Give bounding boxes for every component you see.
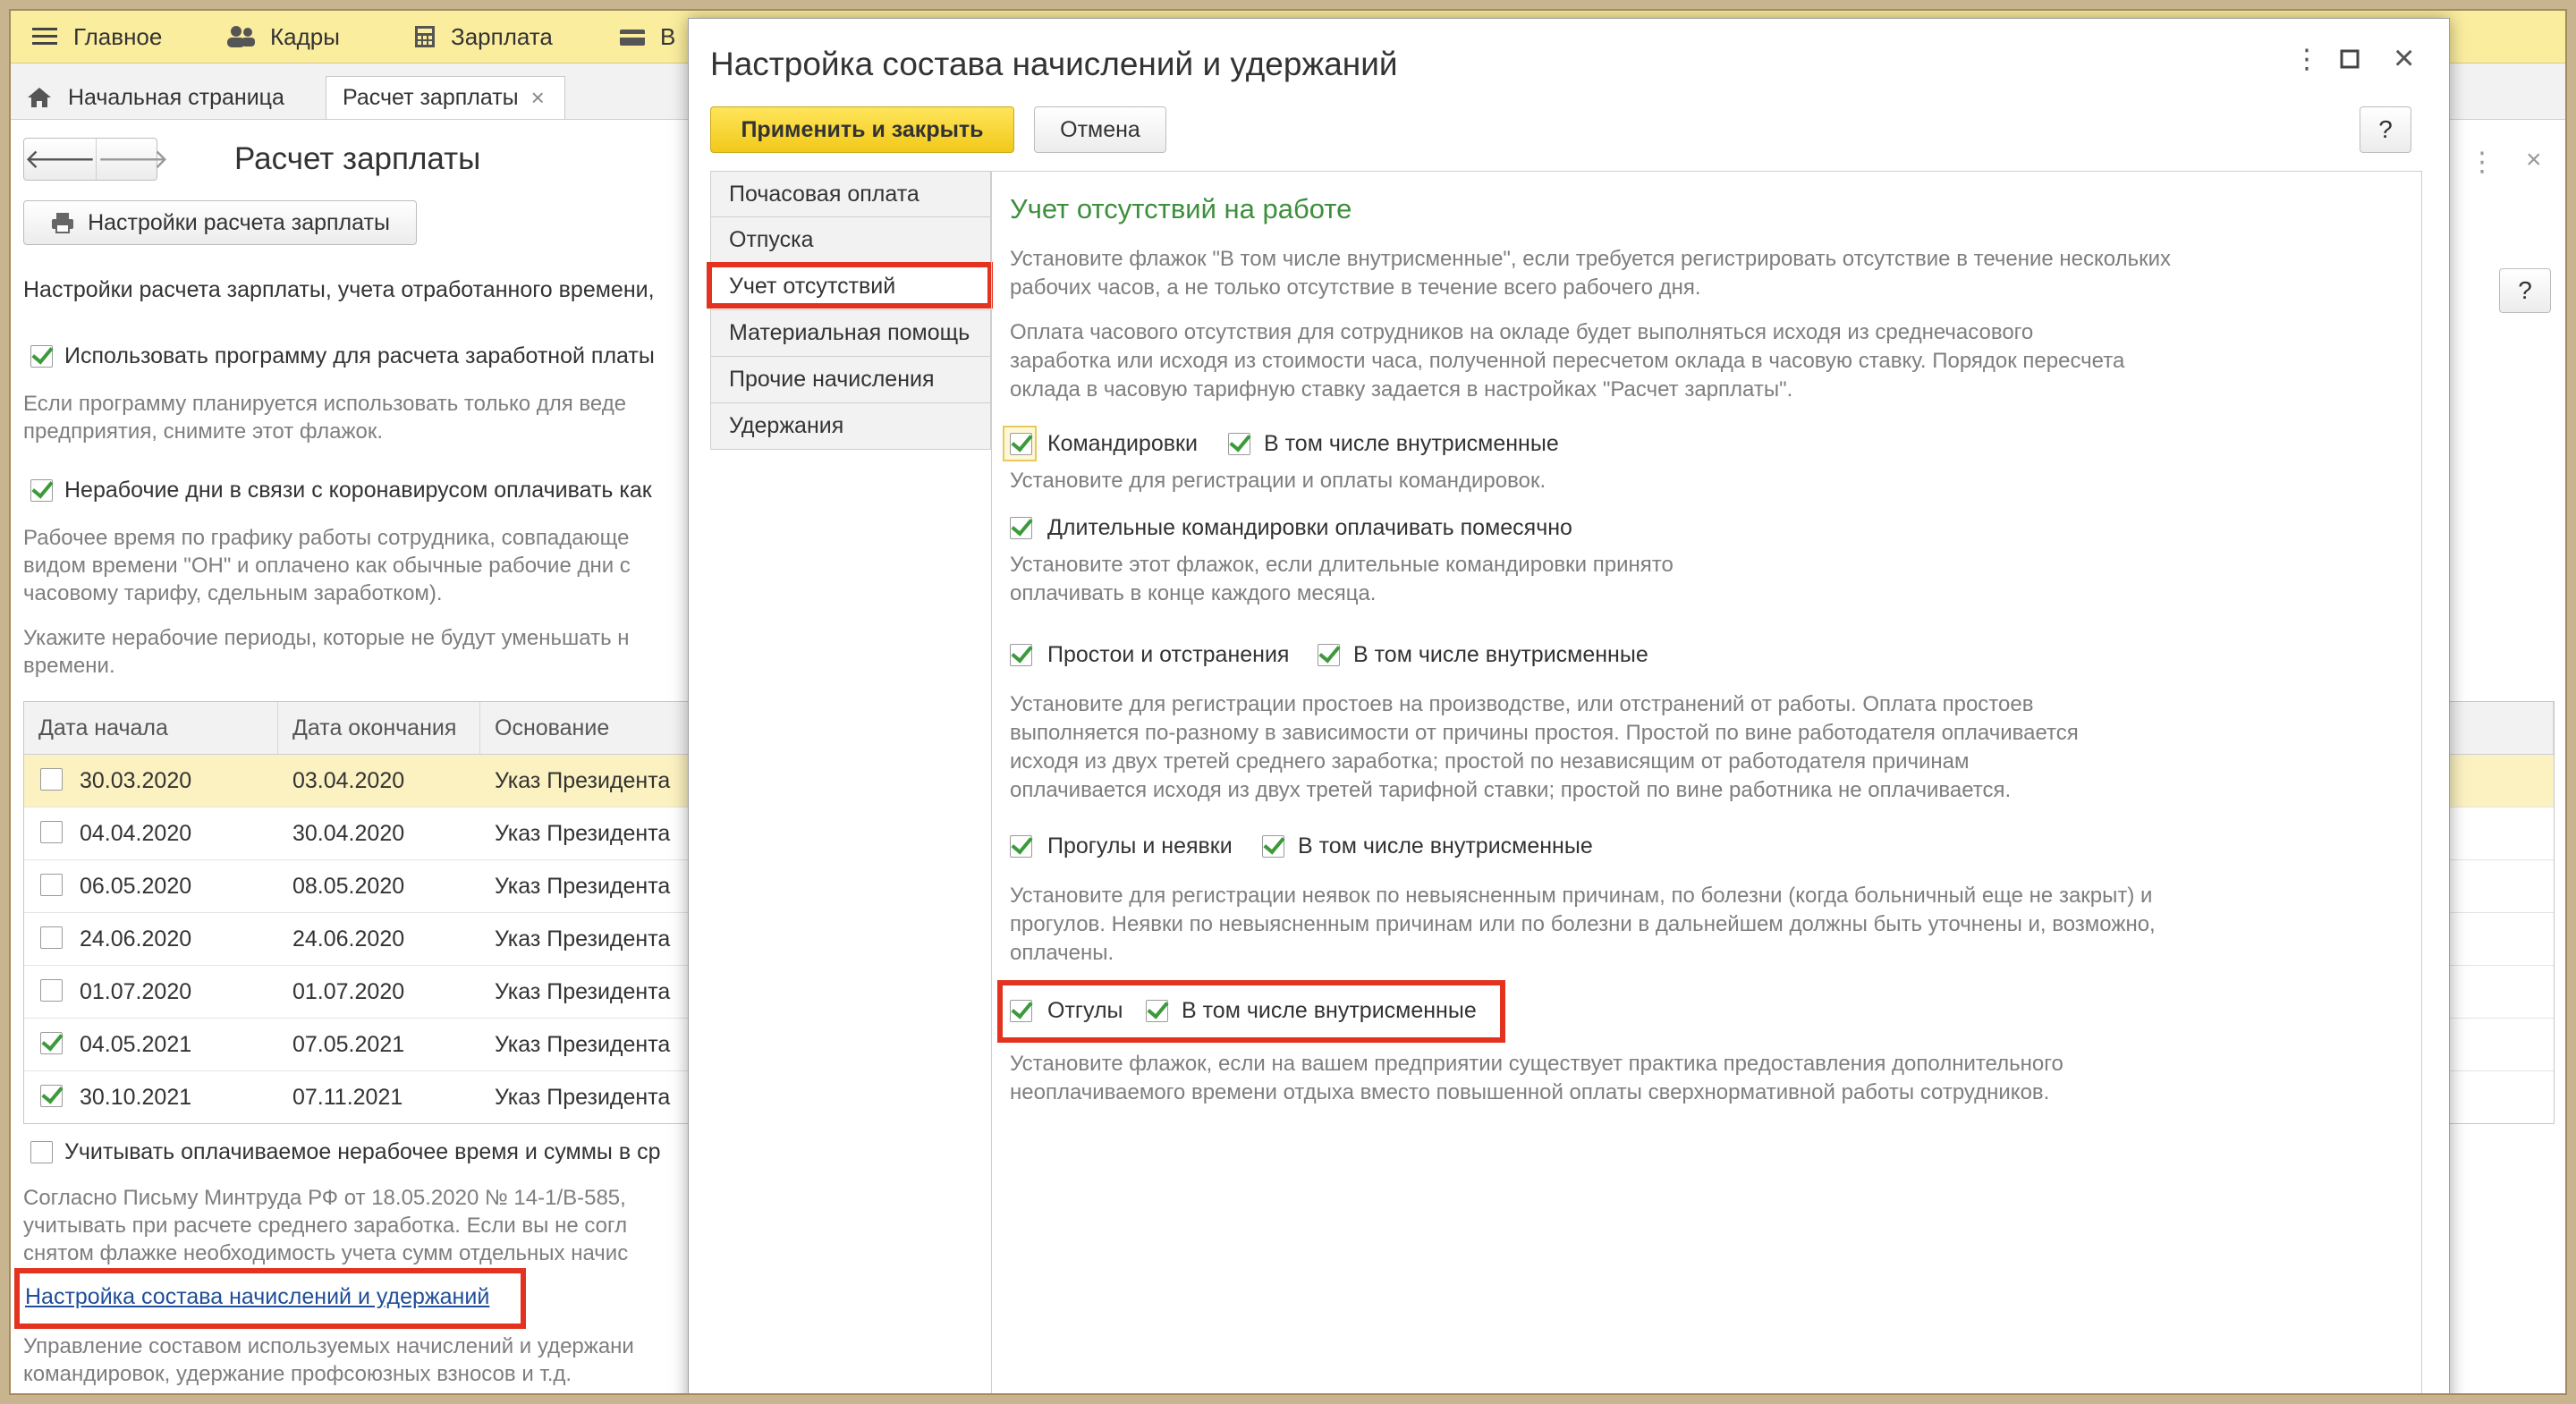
row-basis: Указ Президента (495, 926, 671, 952)
settings-nav (710, 171, 991, 450)
row-checkbox[interactable] (40, 979, 63, 1002)
intro-hint-1: Установите флажок "В том числе внутрисменные", если требуется регистрировать отсутствие в течение нескольких (1010, 247, 2172, 271)
printer-icon (50, 211, 75, 234)
covid-checkbox[interactable] (30, 479, 53, 502)
section-main-label: Главное (73, 22, 163, 50)
long-trips-label: Длительные командировки оплачивать помесячно (1047, 515, 1572, 540)
long-trips-hint-1: Установите этот флажок, если длительные командировки принято (1010, 553, 1674, 577)
tab-salary-calc-label: Расчет зарплаты (343, 85, 519, 110)
paid-time-label: Учитывать оплачиваемое нерабочее время и суммы в ср (64, 1139, 661, 1164)
tab-salary-calc[interactable] (326, 76, 565, 119)
absence-hint-2: прогулов. Неявки по невыясненным причинам или по болезни в дальнейшем должны быть уточнены и, возможно, (1010, 912, 2156, 936)
row-checkbox[interactable] (40, 1085, 63, 1107)
use-program-checkbox[interactable] (30, 345, 53, 368)
use-program-hint-2: предприятия, снимите этот флажок. (23, 419, 384, 444)
trips-hint: Установите для регистрации и оплаты командировок. (1010, 469, 1546, 493)
calculator-icon (413, 24, 436, 49)
nav-vacations[interactable]: Отпуска (710, 217, 991, 264)
section-more[interactable] (619, 11, 675, 63)
nav-hourly-pay[interactable]: Почасовая оплата (710, 171, 991, 217)
absence-intrashift-checkbox[interactable] (1262, 835, 1284, 858)
home-icon (27, 86, 52, 109)
row-basis: Указ Президента (495, 767, 671, 793)
timeoff-checkbox[interactable] (1010, 1000, 1032, 1022)
letter-hint-3: снятом флажке необходимость учета сумм отдельных начис (23, 1241, 629, 1265)
idle-intrashift-checkbox[interactable] (1318, 644, 1340, 666)
idle-hint-3: исходя из двух третей среднего заработка; простой по независящим от работодателя причинам (1010, 749, 1970, 774)
nav-financial-aid[interactable]: Материальная помощь (710, 310, 991, 357)
row-checkbox[interactable] (40, 768, 63, 791)
col-end-date[interactable]: Дата окончания (278, 702, 480, 754)
absence-hint-1: Установите для регистрации неявок по невыясненным причинам, по болезни (когда больничный еще не закрыт) и (1010, 884, 2153, 908)
cancel-button[interactable]: Отмена (1034, 106, 1166, 153)
covid-hint-1: Рабочее время по графику работы сотрудника, совпадающе (23, 526, 630, 550)
dialog-help-button[interactable]: ? (2360, 106, 2411, 153)
intro-hint-2: рабочих часов, а не только отсутствие в течение всего рабочего дня. (1010, 275, 1701, 300)
page-title: Расчет зарплаты (234, 141, 481, 176)
link-hint-1: Управление составом используемых начислений и удержани (23, 1334, 634, 1358)
long-trips-checkbox[interactable] (1010, 517, 1032, 539)
app-window (9, 9, 2567, 1395)
idle-label: Простои и отстранения (1047, 642, 1290, 667)
row-end: 01.07.2020 (292, 978, 405, 1004)
row-start: 06.05.2020 (80, 873, 192, 899)
section-salary[interactable] (413, 11, 553, 63)
timeoff-label: Отгулы (1047, 998, 1123, 1023)
timeoff-intrashift-label: В том числе внутрисменные (1182, 998, 1477, 1023)
use-program-hint-1: Если программу планируется использовать только для веде (23, 392, 627, 416)
letter-hint-2: учитывать при расчете среднего заработка. Если вы не согл (23, 1214, 628, 1238)
maximize-icon[interactable] (2340, 46, 2360, 76)
section-salary-label: Зарплата (451, 22, 553, 50)
row-checkbox[interactable] (40, 1032, 63, 1054)
row-basis: Указ Президента (495, 1031, 671, 1057)
row-checkbox[interactable] (40, 821, 63, 843)
idle-hint-2: выполняется по-разному в зависимости от причины простоя. Простой по вине работодателя оплачивается (1010, 721, 2079, 745)
row-basis: Указ Президента (495, 1084, 671, 1110)
row-checkbox[interactable] (40, 874, 63, 896)
trips-intrashift-checkbox[interactable] (1228, 433, 1250, 455)
trips-label: Командировки (1047, 431, 1198, 456)
idle-hint-4: оплачивается исходя из двух третей тарифной ставки; простой по вине работника не оплачивается. (1010, 778, 2012, 802)
timeoff-hint-1: Установите флажок, если на вашем предприятии существует практика предоставления дополнительного (1010, 1052, 2063, 1076)
use-program-label: Использовать программу для расчета заработной платы (64, 343, 655, 368)
absence-checkbox[interactable] (1010, 835, 1032, 858)
idle-hint-1: Установите для регистрации простоев на производстве, или отстранений от работы. Оплата простоев (1010, 692, 2034, 716)
nav-other-accruals[interactable]: Прочие начисления (710, 357, 991, 403)
salary-settings-label: Настройки расчета зарплаты (88, 209, 390, 235)
intro-hint-4: заработка или исходя из стоимости часа, полученной пересчетом оклада в часовую ставку. Порядок пересчета (1010, 349, 2125, 373)
idle-checkbox[interactable] (1010, 644, 1032, 666)
row-end: 03.04.2020 (292, 767, 405, 793)
close-tab-icon[interactable]: × (530, 84, 545, 111)
row-start: 30.10.2021 (80, 1084, 192, 1110)
close-form-icon[interactable]: × (2526, 145, 2542, 174)
col-basis[interactable]: Основание (480, 702, 2554, 754)
row-start: 24.06.2020 (80, 926, 192, 952)
letter-hint-1: Согласно Письму Минтруда РФ от 18.05.2020 № 14-1/В-585, (23, 1186, 626, 1210)
row-start: 30.03.2020 (80, 767, 192, 793)
covid-label: Нерабочие дни в связи с коронавирусом оплачивать как (64, 478, 652, 503)
row-start: 01.07.2020 (80, 978, 192, 1004)
tab-home[interactable] (11, 76, 301, 119)
intro-hint-3: Оплата часового отсутствия для сотрудников на окладе будет выполняться исходя из среднечасового (1010, 320, 2034, 344)
row-end: 08.05.2020 (292, 873, 405, 899)
covid-hint-3: часовому тарифу, сдельным заработком). (23, 581, 443, 605)
covid-hint-2: видом времени "ОН" и оплачено как обычные рабочие дни с (23, 554, 631, 578)
nav-deductions[interactable]: Удержания (710, 403, 991, 450)
intro-text: Настройки расчета зарплаты, учета отработанного времени, (23, 277, 655, 302)
more-actions-icon[interactable]: ⋮ (2469, 148, 2496, 177)
section-main[interactable] (30, 11, 162, 63)
row-basis: Указ Президента (495, 978, 671, 1004)
absences-panel (991, 171, 2422, 1395)
section-title: Учет отсутствий на работе (1010, 193, 1352, 224)
row-end: 07.11.2021 (292, 1084, 403, 1110)
intro-hint-5: оклада в часовую тарифную ставку задается в настройках "Расчет зарплаты". (1010, 377, 1793, 402)
row-checkbox[interactable] (40, 926, 63, 949)
row-end: 30.04.2020 (292, 820, 405, 846)
close-dialog-icon[interactable]: × (2394, 38, 2415, 78)
trips-intrashift-label: В том числе внутрисменные (1264, 431, 1559, 456)
timeoff-intrashift-checkbox[interactable] (1146, 1000, 1168, 1022)
nav-absences[interactable]: Учет отсутствий (710, 264, 991, 310)
col-start-date[interactable]: Дата начала (24, 702, 278, 754)
back-arrow-icon[interactable]: 🡐 (24, 139, 97, 180)
paid-time-checkbox[interactable] (30, 1141, 53, 1163)
row-basis: Указ Президента (495, 820, 671, 846)
salary-settings-button[interactable] (23, 200, 417, 245)
row-end: 07.05.2021 (292, 1031, 405, 1057)
trips-checkbox[interactable] (1010, 433, 1032, 455)
dialog-title: Настройка состава начислений и удержаний (710, 46, 1398, 82)
forward-arrow-icon[interactable]: 🡒 (97, 145, 169, 174)
dialog-more-icon[interactable]: ⋮ (2293, 45, 2320, 74)
people-icon (225, 24, 256, 49)
periods-hint-2: времени. (23, 654, 115, 678)
timeoff-hint-2: неоплачиваемого времени отдыха вместо повышенной оплаты сверхнормативной работы сотрудников. (1010, 1080, 2050, 1104)
absence-label: Прогулы и неявки (1047, 833, 1233, 858)
tab-home-label: Начальная страница (68, 84, 284, 110)
row-start: 04.05.2021 (80, 1031, 192, 1057)
highlight-nav-absences (707, 262, 993, 309)
section-hr[interactable] (225, 11, 340, 63)
row-basis: Указ Президента (495, 873, 671, 899)
link-hint-2: командировок, удержание профсоюзных взносов и т.д. (23, 1362, 572, 1386)
apply-close-button[interactable]: Применить и закрыть (710, 106, 1014, 153)
form-help-button[interactable]: ? (2499, 268, 2551, 313)
row-end: 24.06.2020 (292, 926, 405, 952)
absence-intrashift-label: В том числе внутрисменные (1298, 833, 1593, 858)
section-hr-label: Кадры (270, 22, 340, 50)
history-nav (23, 138, 169, 181)
row-start: 04.04.2020 (80, 820, 192, 846)
absence-hint-3: оплачены. (1010, 941, 1114, 965)
section-more-label: В (660, 22, 676, 50)
idle-intrashift-label: В том числе внутрисменные (1353, 642, 1648, 667)
wallet-icon (619, 26, 646, 47)
periods-hint-1: Укажите нерабочие периоды, которые не будут уменьшать н (23, 626, 630, 650)
long-trips-hint-2: оплачивать в конце каждого месяца. (1010, 581, 1377, 605)
composition-settings-dialog (688, 18, 2450, 1395)
composition-settings-link[interactable]: Настройка состава начислений и удержаний (25, 1284, 490, 1309)
menu-icon (30, 25, 59, 48)
